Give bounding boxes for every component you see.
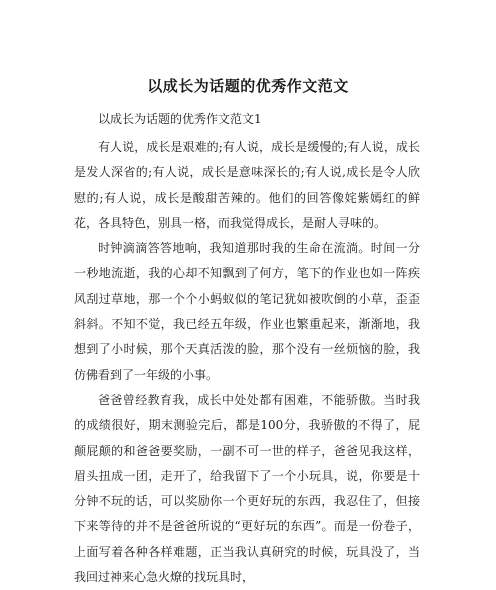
document-body (74, 135, 420, 590)
paragraph: 有人说，成长是艰难的;有人说，成长是缓慢的;有人说，成长是发人深省的;有人说，成长是意味深长的;有人说,成长是令人欣慰的;有人说，成长是酸甜苦辣的。他们的回答像姹紫嫣红的鲜花，各具特色，别具一格，而我觉得成长，是耐人寻味的。 (74, 140, 420, 230)
document-title: 以成长为话题的优秀作文范文 (147, 77, 349, 95)
document-subtitle: 以成长为话题的优秀作文范文1 (98, 112, 262, 126)
paragraph: 爸爸曾经教育我，成长中处处都有困难，不能骄傲。当时我的成绩很好，期末测验完后，都是100分，我骄傲的不得了，屁颠屁颠的和爸爸要奖励，一副不可一世的样子，爸爸见我这样，眉头扭成一团，走开了，给我留下了一个小玩具，说，你要是十分钟不玩的话，可以奖励你一个更好玩的东西，我忍住了，但接下来等待的并不是爸爸所说的“更好玩的东西”。而是一份卷子，上面写着各种各样难题，正当我认真研究的时候，玩具没了，当我回过神来心急火燎的找玩具时， (74, 392, 420, 585)
paragraph: 时钟滴滴答答地响，我知道那时我的生命在流淌。时间一分一秒地流逝，我的心却不知飘到了何方，笔下的作业也如一阵疾风刮过草地，那一个个小蚂蚁似的笔记犹如被吹倒的小草，歪歪斜斜。不知不觉，我已经五年级，作业也繁重起来，渐渐地，我想到了小时候，那个天真活泼的脸，那个没有一丝烦恼的脸，我仿佛看到了一年级的小事。 (74, 241, 420, 382)
